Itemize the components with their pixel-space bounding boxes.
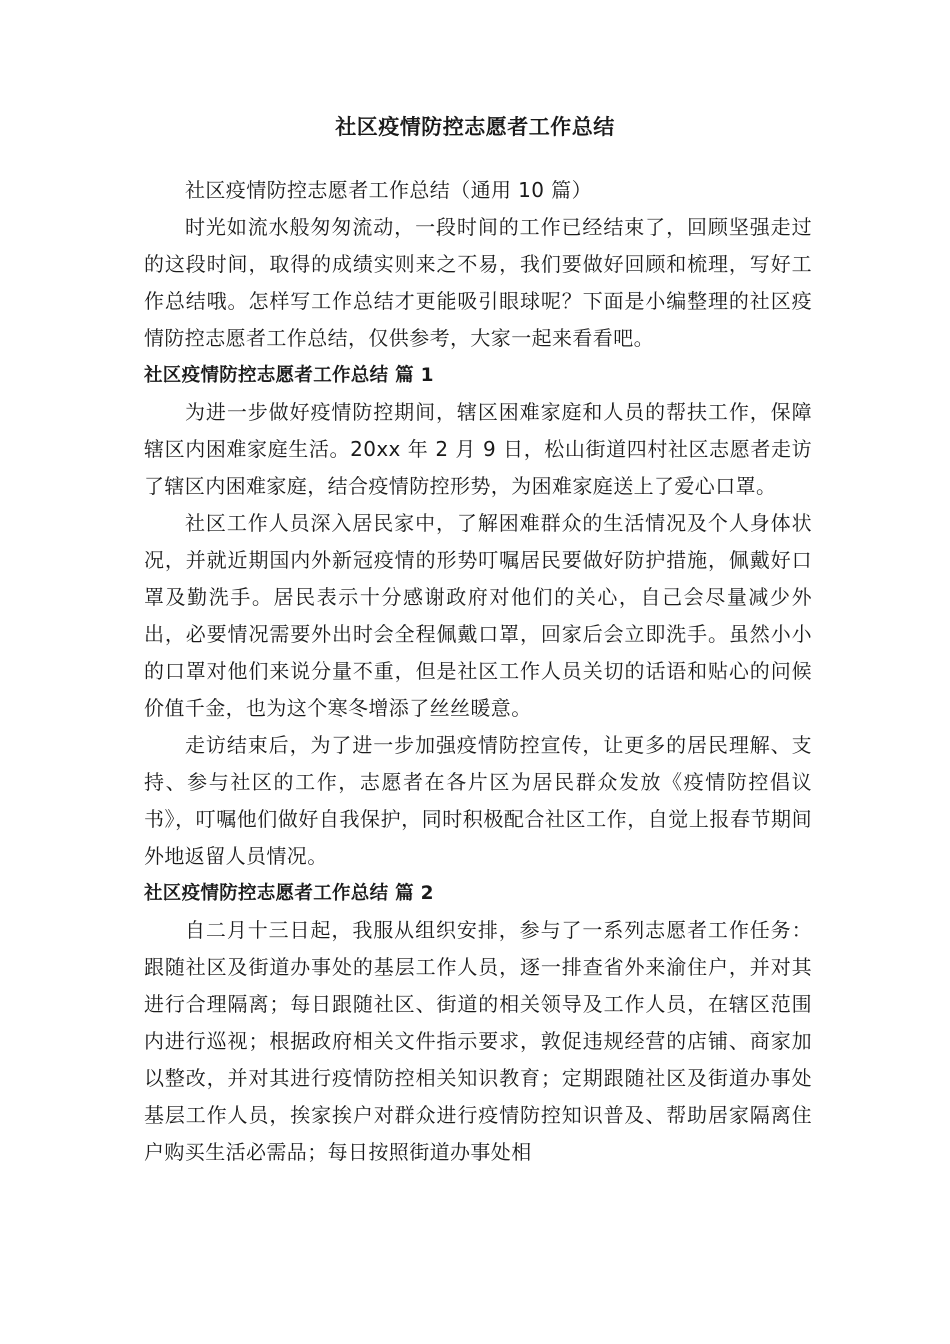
section-paragraph: 社区工作人员深入居民家中，了解困难群众的生活情况及个人身体状况，并就近期国内外新冠疫情的形势叮嘱居民要做好防护措施，佩戴好口罩及勤洗手。居民表示十分感谢政府对他们的关心，自己会尽量减少外出，必要情况需要外出时会全程佩戴口罩，回家后会立即洗手。虽然小小的口罩对他们来说分量不重，但是社区工作人员关切的话语和贴心的问候价值千金，也为这个寒冬增添了丝丝暖意。 (144, 511, 812, 720)
document-subtitle: 社区疫情防控志愿者工作总结（通用 10 篇） (185, 178, 592, 202)
document-title: 社区疫情防控志愿者工作总结 (335, 115, 615, 139)
section-paragraph: 走访结束后，为了进一步加强疫情防控宣传，让更多的居民理解、支持、参与社区的工作，志愿者在各片区为居民群众发放《疫情防控倡议书》，叮嘱他们做好自我保护，同时积极配合社区工作，自觉上报春节期间外地返留人员情况。 (144, 733, 812, 868)
section-heading: 社区疫情防控志愿者工作总结 篇 1 (144, 365, 434, 386)
section-paragraph: 自二月十三日起，我服从组织安排，参与了一系列志愿者工作任务：跟随社区及街道办事处的基层工作人员，逐一排查省外来渝住户，并对其进行合理隔离；每日跟随社区、街道的相关领导及工作人员，在辖区范围内进行巡视；根据政府相关文件指示要求，敦促违规经营的店铺、商家加以整改，并对其进行疫情防控相关知识教育；定期跟随社区及街道办事处基层工作人员，挨家挨户对群众进行疫情防控知识普及、帮助居家隔离住户购买生活必需品；每日按照街道办事处相 (144, 918, 812, 1164)
section-paragraph: 为进一步做好疫情防控期间，辖区困难家庭和人员的帮扶工作，保障辖区内困难家庭生活。20xx 年 2 月 9 日，松山街道四村社区志愿者走访了辖区内困难家庭，结合疫情防控形势，为困难家庭送上了爱心口罩。 (144, 400, 812, 498)
section-2 (144, 875, 812, 1171)
section-1 (144, 357, 812, 875)
section-heading: 社区疫情防控志愿者工作总结 篇 2 (144, 883, 434, 904)
document-body (144, 172, 812, 1171)
intro-paragraph: 时光如流水般匆匆流动，一段时间的工作已经结束了，回顾坚强走过的这段时间，取得的成绩实则来之不易，我们要做好回顾和梳理，写好工作总结哦。怎样写工作总结才更能吸引眼球呢？下面是小编整理的社区疫情防控志愿者工作总结，仅供参考，大家一起来看看吧。 (144, 215, 812, 350)
